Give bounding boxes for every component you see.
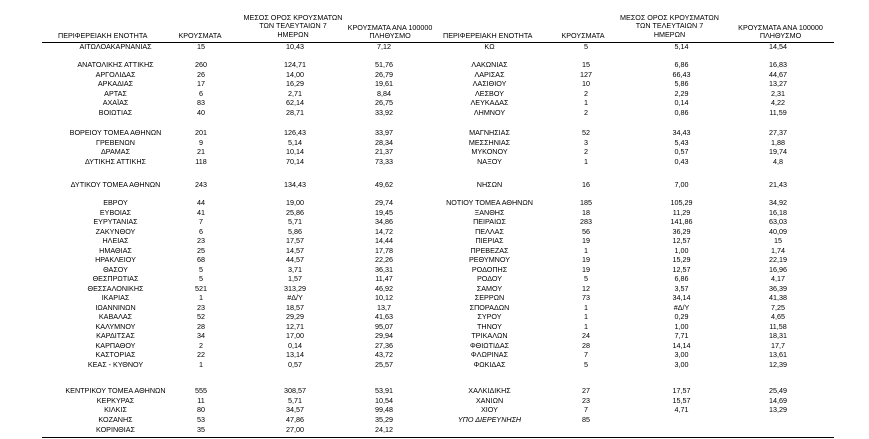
left-cell-cases: 15 <box>197 41 205 51</box>
left-cell-per100k: 19,45 <box>375 207 393 217</box>
left-cell-avg: 25,86 <box>286 207 304 217</box>
right-cell-region: ΦΩΚΙΔΑΣ <box>473 359 506 369</box>
left-cell-per100k: 26,79 <box>375 69 393 79</box>
left-cell-cases: 118 <box>195 156 207 166</box>
right-cell-region: ΝΑΞΟΥ <box>477 156 502 166</box>
left-cell-cases: 11 <box>197 395 205 405</box>
left-cell-cases: 35 <box>197 425 205 434</box>
right-cell-region: ΛΕΥΚΑΔΑΣ <box>470 98 509 107</box>
left-cell-avg: 1,57 <box>288 274 302 283</box>
right-cell-cases: 24 <box>582 331 590 340</box>
right-cell-cases: 12 <box>582 283 590 293</box>
left-cell-cases: 7 <box>199 217 203 226</box>
right-cell-per100k: 12,39 <box>769 359 787 369</box>
right-cell-region: ΡΕΘΥΜΝΟΥ <box>468 255 511 264</box>
left-cell-cases: 9 <box>199 137 203 147</box>
right-cell-cases: 3 <box>584 137 588 147</box>
left-cell-avg: 16,29 <box>286 79 304 88</box>
left-cell-cases: 52 <box>197 312 205 321</box>
right-cell-avg: #Δ/Υ <box>673 302 690 312</box>
right-cell-avg: 5,14 <box>674 41 689 51</box>
right-cell-avg: 14,14 <box>672 340 691 350</box>
right-cell-per100k: 18,31 <box>769 331 787 340</box>
left-cell-cases: 17 <box>197 79 205 88</box>
left-cell-avg: 19,00 <box>286 198 304 207</box>
right-cell-per100k: 14,54 <box>769 41 787 51</box>
left-cell-region: ΑΙΤΩΛΟΑΚΑΡΝΑΝΙΑΣ <box>79 41 152 51</box>
right-cell-region: ΠΕΙΡΑΙΩΣ <box>473 217 506 226</box>
left-cell-per100k: 24,12 <box>375 425 393 434</box>
left-cell-cases: 1 <box>199 359 203 369</box>
right-cell-region: ΠΕΛΛΑΣ <box>475 226 504 236</box>
right-cell-avg: 12,57 <box>672 236 691 245</box>
right-cell-avg: 11,29 <box>672 207 691 217</box>
right-cell-region: ΡΟΔΟΥ <box>476 274 503 283</box>
left-cell-region: ΚΟΖΑΝΗΣ <box>98 414 133 424</box>
bottom-rule <box>42 437 834 438</box>
left-cell-avg: 308,57 <box>284 386 306 395</box>
left-cell-per100k: 29,94 <box>375 331 393 340</box>
right-cell-cases: 7 <box>584 350 588 359</box>
left-cell-per100k: 14,44 <box>375 236 393 245</box>
left-cell-region: ΔΥΤΙΚΟΥ ΤΟΜΕΑ ΑΘΗΝΩΝ <box>70 180 161 189</box>
right-cell-avg: 1,00 <box>674 245 689 255</box>
right-cell-region: ΠΙΕΡΙΑΣ <box>475 236 504 245</box>
left-cell-avg: 13,14 <box>286 350 304 359</box>
right-cell-region: ΧΑΝΙΩΝ <box>475 395 504 405</box>
left-cell-avg: 17,00 <box>286 331 304 340</box>
left-cell-avg: 12,71 <box>286 321 304 331</box>
left-cell-per100k: 51,76 <box>375 60 393 69</box>
left-cell-avg: 5,14 <box>288 137 302 147</box>
right-cell-per100k: 1,88 <box>771 137 785 147</box>
right-cell-avg: 34,43 <box>672 128 691 137</box>
right-cell-avg: 3,57 <box>674 283 689 293</box>
left-cell-cases: 25 <box>197 245 205 255</box>
right-cell-cases: 5 <box>584 41 588 51</box>
right-cell-per100k: 63,03 <box>769 217 787 226</box>
left-cell-cases: 6 <box>199 226 203 236</box>
left-cell-per100k: 10,12 <box>375 293 393 302</box>
left-cell-region: ΕΥΡΥΤΑΝΙΑΣ <box>93 217 138 226</box>
left-cell-region: ΑΡΚΑΔΙΑΣ <box>97 79 134 88</box>
right-cell-avg: 12,57 <box>672 264 691 274</box>
right-cell-region: ΜΥΚΟΝΟΥ <box>471 147 508 156</box>
right-cell-per100k: 16,96 <box>769 264 787 274</box>
right-cell-per100k: 14,69 <box>769 395 787 405</box>
right-cell-cases: 5 <box>584 274 588 283</box>
left-cell-avg: 2,71 <box>288 88 302 98</box>
left-cell-cases: 41 <box>197 207 205 217</box>
right-cell-region: ΝΟΤΙΟΥ ΤΟΜΕΑ ΑΘΗΝΩΝ <box>446 198 533 207</box>
left-cell-cases: 40 <box>197 107 205 117</box>
left-cell-avg: 0,57 <box>288 359 302 369</box>
right-cell-cases: 7 <box>584 405 588 414</box>
left-cell-per100k: 43,72 <box>375 350 393 359</box>
right-cell-per100k: 4,8 <box>773 156 783 166</box>
left-cell-cases: 53 <box>197 414 205 424</box>
left-cell-region: ΚΑΒΑΛΑΣ <box>98 312 133 321</box>
right-cell-avg: 6,86 <box>674 60 689 69</box>
right-cell-region: ΣΕΡΡΩΝ <box>474 293 505 302</box>
header-avg-line3: ΗΜΕΡΩΝ <box>653 29 686 39</box>
left-cell-avg: 3,71 <box>288 264 302 274</box>
left-cell-region: ΔΡΑΜΑΣ <box>100 147 131 156</box>
left-cell-cases: 21 <box>197 147 205 156</box>
right-cell-avg: 34,14 <box>672 293 691 302</box>
right-cell-cases: 15 <box>582 60 590 69</box>
left-cell-avg: 18,57 <box>286 302 304 312</box>
left-cell-region: ΚΑΡΠΑΘΟΥ <box>95 340 136 350</box>
left-cell-per100k: 73,33 <box>375 156 393 166</box>
right-cell-avg: 36,29 <box>672 226 691 236</box>
left-cell-per100k: 19,61 <box>375 79 393 88</box>
right-cell-region: ΝΗΣΩΝ <box>476 180 503 189</box>
left-cell-cases: 5 <box>199 274 203 283</box>
left-cell-avg: 44,57 <box>286 255 304 264</box>
right-cell-region: ΠΡΕΒΕΖΑΣ <box>470 245 509 255</box>
right-cell-avg: 105,29 <box>670 198 693 207</box>
right-cell-per100k: 22,19 <box>769 255 787 264</box>
right-cell-per100k: 13,27 <box>769 79 787 88</box>
right-cell-region: ΛΕΣΒΟΥ <box>475 88 504 98</box>
right-cell-cases: 73 <box>582 293 590 302</box>
right-cell-cases: 56 <box>582 226 590 236</box>
right-cell-per100k: 15 <box>774 236 782 245</box>
right-cell-region: ΤΡΙΚΑΛΩΝ <box>471 331 508 340</box>
right-cell-cases: 1 <box>584 302 588 312</box>
left-cell-per100k: 53,91 <box>375 386 393 395</box>
right-cell-cases: 5 <box>584 359 588 369</box>
left-cell-avg: 10,43 <box>286 41 304 51</box>
right-cell-cases: 27 <box>582 386 590 395</box>
right-cell-per100k: 17,7 <box>771 340 785 350</box>
left-cell-per100k: 34,86 <box>375 217 393 226</box>
header-per-right <box>728 24 833 41</box>
right-cell-per100k: 41,38 <box>769 293 787 302</box>
right-cell-cases: 1 <box>584 321 588 331</box>
right-cell-avg: 15,57 <box>672 395 691 405</box>
header-avg-line1: ΜΕΣΟΣ ΟΡΟΣ ΚΡΟΥΣΜΑΤΩΝ <box>243 13 343 22</box>
header-avg-line1: ΜΕΣΟΣ ΟΡΟΣ ΚΡΟΥΣΜΑΤΩΝ <box>620 13 719 22</box>
left-cell-avg: 0,14 <box>288 340 302 350</box>
left-cell-per100k: 46,92 <box>375 283 393 293</box>
right-cell-region: ΛΑΚΩΝΙΑΣ <box>471 60 508 69</box>
right-cell-region: ΣΥΡΟΥ <box>477 312 502 321</box>
left-cell-region: ΘΕΣΠΡΩΤΙΑΣ <box>92 274 139 283</box>
left-cell-per100k: 41,63 <box>375 312 393 321</box>
right-cell-per100k: 16,83 <box>769 60 787 69</box>
left-cell-per100k: 7,12 <box>377 41 391 51</box>
right-cell-per100k: 21,43 <box>769 180 787 189</box>
left-cell-cases: 26 <box>197 69 205 79</box>
right-cell-per100k: 1,74 <box>771 245 785 255</box>
left-cell-avg: 5,71 <box>288 217 302 226</box>
left-cell-cases: 243 <box>195 180 207 189</box>
right-cell-avg: 7,00 <box>674 180 689 189</box>
header-avg-left <box>238 14 348 39</box>
left-cell-per100k: 17,78 <box>375 245 393 255</box>
header-avg-line3: ΗΜΕΡΩΝ <box>277 29 309 39</box>
right-cell-cases: 85 <box>582 414 590 424</box>
header-per-line1: ΚΡΟΥΣΜΑΤΑ ΑΝΑ 100000 <box>347 23 433 32</box>
left-cell-region: ΕΥΒΟΙΑΣ <box>99 207 132 217</box>
left-cell-per100k: 29,74 <box>375 198 393 207</box>
right-cell-cases: 2 <box>584 147 588 156</box>
right-cell-per100k: 44,67 <box>769 69 787 79</box>
header-avg-line2: ΤΩΝ ΤΕΛΕΥΤΑΙΩΝ 7 <box>259 21 327 31</box>
left-cell-region: ΙΩΑΝΝΙΝΩΝ <box>95 302 136 312</box>
left-cell-cases: 260 <box>195 60 207 69</box>
right-cell-cases: 1 <box>584 98 588 107</box>
right-cell-region: ΣΑΜΟΥ <box>476 283 503 293</box>
right-cell-cases: 1 <box>584 245 588 255</box>
left-cell-cases: 2 <box>199 340 203 350</box>
left-cell-region: ΓΡΕΒΕΝΩΝ <box>96 137 135 147</box>
left-cell-region: ΚΕΝΤΡΙΚΟΥ ΤΟΜΕΑ ΑΘΗΝΩΝ <box>65 386 166 395</box>
left-cell-cases: 44 <box>197 198 205 207</box>
right-cell-per100k: 27,37 <box>769 128 787 137</box>
left-cell-per100k: 14,72 <box>375 226 393 236</box>
right-cell-region: ΞΑΝΘΗΣ <box>474 207 505 217</box>
header-avg-right <box>612 14 727 39</box>
left-cell-avg: 14,57 <box>286 245 304 255</box>
left-cell-region: ΗΡΑΚΛΕΙΟΥ <box>95 255 136 264</box>
left-cell-region: ΕΒΡΟΥ <box>103 198 128 207</box>
left-cell-region: ΑΡΤΑΣ <box>104 88 127 98</box>
left-cell-avg: 47,86 <box>286 414 304 424</box>
right-cell-avg: 2,29 <box>674 88 689 98</box>
left-cell-region: ΘΑΣΟΥ <box>103 264 128 274</box>
right-cell-avg: 1,00 <box>674 321 689 331</box>
left-cell-cases: 28 <box>197 321 205 331</box>
right-cell-per100k: 4,22 <box>771 98 785 107</box>
right-cell-cases: 19 <box>582 255 590 264</box>
right-cell-avg: 7,71 <box>674 331 689 340</box>
header-region-right: ΠΕΡΙΦΕΡΕΙΑΚΗ ΕΝΟΤΗΤΑ <box>443 31 533 40</box>
left-cell-avg: 70,14 <box>286 156 304 166</box>
right-cell-region: ΥΠΟ ΔΙΕΡΕΥΝΗΣΗ <box>457 414 522 424</box>
left-cell-region: ΚΕΑΣ - ΚΥΘΝΟΥ <box>87 359 144 369</box>
left-cell-per100k: 10,54 <box>375 395 393 405</box>
right-cell-region: ΚΩ <box>484 41 495 51</box>
right-cell-cases: 1 <box>584 156 588 166</box>
right-cell-per100k: 2,31 <box>771 88 785 98</box>
left-cell-per100k: 36,31 <box>375 264 393 274</box>
right-cell-per100k: 4,65 <box>771 312 785 321</box>
right-cell-per100k: 7,25 <box>771 302 785 312</box>
right-cell-avg: 17,57 <box>672 386 691 395</box>
right-cell-region: ΛΗΜΝΟΥ <box>473 107 506 117</box>
left-cell-region: ΚΕΡΚΥΡΑΣ <box>96 395 135 405</box>
right-cell-region: ΡΟΔΟΠΗΣ <box>471 264 508 274</box>
left-cell-avg: 124,71 <box>284 60 306 69</box>
right-cell-region: ΜΕΣΣΗΝΙΑΣ <box>468 137 511 147</box>
right-cell-region: ΤΗΝΟΥ <box>477 321 502 331</box>
right-cell-avg: 0,29 <box>674 312 689 321</box>
left-cell-per100k: 13,7 <box>377 302 391 312</box>
left-cell-avg: 126,43 <box>284 128 306 137</box>
left-cell-cases: 1 <box>199 293 203 302</box>
left-cell-cases: 68 <box>197 255 205 264</box>
left-cell-region: ΚΑΡΔΙΤΣΑΣ <box>96 331 135 340</box>
left-cell-region: ΒΟΡΕΙΟΥ ΤΟΜΕΑ ΑΘΗΝΩΝ <box>69 128 162 137</box>
left-cell-per100k: 95,07 <box>375 321 393 331</box>
right-cell-cases: 185 <box>580 198 592 207</box>
right-cell-avg: 0,14 <box>674 98 689 107</box>
left-cell-cases: 521 <box>195 283 207 293</box>
right-cell-per100k: 34,92 <box>769 198 787 207</box>
left-cell-cases: 83 <box>197 98 205 107</box>
right-cell-per100k: 25,49 <box>769 386 787 395</box>
left-cell-avg: 10,14 <box>286 147 304 156</box>
left-cell-per100k: 33,92 <box>375 107 393 117</box>
right-cell-region: ΧΙΟΥ <box>481 405 498 414</box>
left-cell-region: ΗΜΑΘΙΑΣ <box>99 245 132 255</box>
left-cell-avg: 5,86 <box>288 226 302 236</box>
left-cell-cases: 555 <box>195 386 207 395</box>
right-cell-region: ΦΘΙΩΤΙΔΑΣ <box>469 340 510 350</box>
left-cell-region: ΒΟΙΩΤΙΑΣ <box>98 107 133 117</box>
header-region-left: ΠΕΡΙΦΕΡΕΙΑΚΗ ΕΝΟΤΗΤΑ <box>58 31 148 40</box>
left-cell-per100k: 11,47 <box>375 274 393 283</box>
left-cell-per100k: 33,97 <box>375 128 393 137</box>
left-cell-region: ΗΛΕΙΑΣ <box>102 236 129 245</box>
left-cell-avg: 62,14 <box>286 98 304 107</box>
left-cell-region: ΘΕΣΣΑΛΟΝΙΚΗΣ <box>87 283 144 293</box>
header-per-line2: ΠΛΗΘΥΣΜΟ <box>369 31 411 41</box>
left-cell-avg: 27,00 <box>286 425 304 434</box>
right-cell-region: ΛΑΣΙΘΙΟΥ <box>472 79 507 88</box>
right-cell-region: ΣΠΟΡΑΔΩΝ <box>469 302 510 312</box>
right-cell-cases: 2 <box>584 107 588 117</box>
left-cell-region: ΚΙΛΚΙΣ <box>104 405 127 414</box>
right-cell-cases: 1 <box>584 312 588 321</box>
header-avg-line2: ΤΩΝ ΤΕΛΕΥΤΑΙΩΝ 7 <box>635 21 704 31</box>
right-cell-avg: 5,43 <box>674 137 689 147</box>
right-cell-cases: 23 <box>582 395 590 405</box>
right-cell-per100k: 36,39 <box>769 283 787 293</box>
left-cell-cases: 23 <box>197 236 205 245</box>
right-cell-avg: 4,71 <box>674 405 689 414</box>
left-cell-region: ΑΧΑΪΑΣ <box>102 98 129 107</box>
right-cell-per100k: 16,18 <box>769 207 787 217</box>
header-cases-left: ΚΡΟΥΣΜΑΤΑ <box>178 31 222 40</box>
header-cases-right: ΚΡΟΥΣΜΑΤΑ <box>561 31 605 40</box>
header-per-left <box>340 24 440 41</box>
left-cell-avg: 29,29 <box>286 312 304 321</box>
left-cell-avg: 17,57 <box>286 236 304 245</box>
right-cell-avg: 0,43 <box>674 156 689 166</box>
left-cell-per100k: 35,29 <box>375 414 393 424</box>
right-cell-cases: 2 <box>584 88 588 98</box>
left-cell-per100k: 28,34 <box>375 137 393 147</box>
right-cell-per100k: 13,29 <box>769 405 787 414</box>
right-cell-cases: 127 <box>580 69 592 79</box>
left-cell-region: ΔΥΤΙΚΗΣ ΑΤΤΙΚΗΣ <box>85 156 146 166</box>
left-cell-region: ΚΟΡΙΝΘΙΑΣ <box>96 425 135 434</box>
left-cell-cases: 6 <box>199 88 203 98</box>
left-cell-cases: 5 <box>199 264 203 274</box>
right-cell-cases: 283 <box>580 217 592 226</box>
right-cell-cases: 16 <box>582 180 590 189</box>
header-per-line1: ΚΡΟΥΣΜΑΤΑ ΑΝΑ 100000 <box>738 23 823 32</box>
right-cell-avg: 3,00 <box>674 350 689 359</box>
left-cell-cases: 23 <box>197 302 205 312</box>
right-cell-cases: 19 <box>582 264 590 274</box>
left-cell-cases: 22 <box>197 350 205 359</box>
left-cell-per100k: 27,36 <box>375 340 393 350</box>
right-cell-cases: 10 <box>582 79 590 88</box>
left-cell-region: ΚΑΣΤΟΡΙΑΣ <box>95 350 136 359</box>
left-cell-per100k: 21,37 <box>375 147 393 156</box>
left-cell-cases: 80 <box>197 405 205 414</box>
right-cell-per100k: 40,09 <box>769 226 787 236</box>
left-cell-avg: 134,43 <box>284 180 306 189</box>
left-cell-region: ΚΑΛΥΜΝΟΥ <box>95 321 136 331</box>
left-cell-per100k: 99,48 <box>375 405 393 414</box>
left-cell-region: ΙΚΑΡΙΑΣ <box>101 293 130 302</box>
left-cell-avg: 5,71 <box>288 395 302 405</box>
left-cell-per100k: 49,62 <box>375 180 393 189</box>
left-cell-region: ΑΝΑΤΟΛΙΚΗΣ ΑΤΤΙΚΗΣ <box>77 60 154 69</box>
right-cell-avg: 3,00 <box>674 359 689 369</box>
left-cell-per100k: 26,75 <box>375 98 393 107</box>
right-cell-cases: 18 <box>582 207 590 217</box>
right-cell-region: ΦΛΩΡΙΝΑΣ <box>470 350 509 359</box>
right-cell-avg: 0,57 <box>674 147 689 156</box>
left-cell-region: ΑΡΓΟΛΙΔΑΣ <box>95 69 136 79</box>
right-cell-avg: 15,29 <box>672 255 691 264</box>
right-cell-avg: 141,86 <box>670 217 693 226</box>
right-cell-avg: 5,86 <box>674 79 689 88</box>
left-cell-avg: 14,00 <box>286 69 304 79</box>
right-cell-avg: 66,43 <box>672 69 691 79</box>
left-cell-avg: #Δ/Υ <box>287 293 303 302</box>
left-cell-avg: 34,57 <box>286 405 304 414</box>
left-cell-region: ΖΑΚΥΝΘΟΥ <box>95 226 136 236</box>
left-cell-per100k: 8,84 <box>377 88 391 98</box>
right-cell-per100k: 11,58 <box>769 321 787 331</box>
right-cell-region: ΜΑΓΝΗΣΙΑΣ <box>469 128 510 137</box>
left-cell-cases: 34 <box>197 331 205 340</box>
left-cell-avg: 313,29 <box>284 283 306 293</box>
right-cell-per100k: 4,17 <box>771 274 785 283</box>
left-cell-avg: 28,71 <box>286 107 304 117</box>
right-cell-cases: 28 <box>582 340 590 350</box>
right-cell-cases: 19 <box>582 236 590 245</box>
left-cell-per100k: 22,26 <box>375 255 393 264</box>
left-cell-cases: 201 <box>195 128 207 137</box>
right-cell-region: ΛΑΡΙΣΑΣ <box>474 69 505 79</box>
right-cell-per100k: 13,61 <box>769 350 787 359</box>
right-cell-per100k: 19,74 <box>769 147 787 156</box>
header-per-line2: ΠΛΗΘΥΣΜΟ <box>759 31 802 41</box>
right-cell-per100k: 11,59 <box>769 107 787 117</box>
right-cell-cases: 52 <box>582 128 590 137</box>
left-cell-per100k: 25,57 <box>375 359 393 369</box>
right-cell-region: ΧΑΛΚΙΔΙΚΗΣ <box>468 386 511 395</box>
right-cell-avg: 0,86 <box>674 107 689 117</box>
right-cell-avg: 6,86 <box>674 274 689 283</box>
